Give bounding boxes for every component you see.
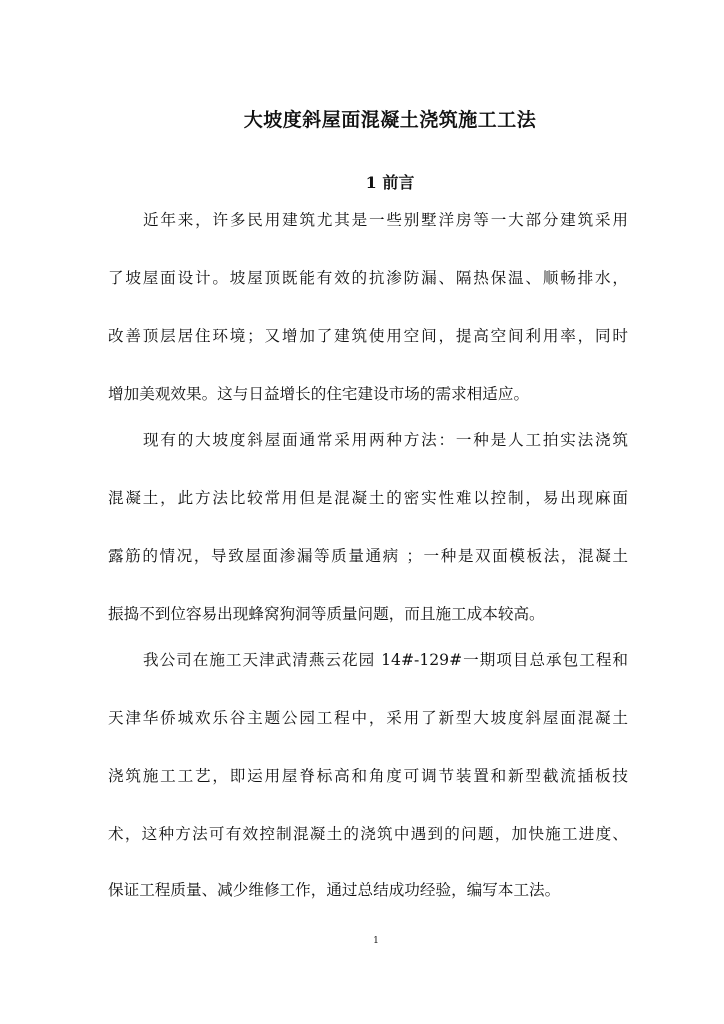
paragraph-line: 了坡屋面设计。坡屋顶既能有效的抗渗防漏、隔热保温、顺畅排水， <box>108 269 628 287</box>
paragraph-line: 近年来，许多民用建筑尤其是一些别墅洋房等一大部分建筑采用 <box>143 211 628 229</box>
paragraph-line: 我公司在施工天津武清燕云花园 14#-129#一期项目总承包工程和 <box>143 651 628 669</box>
paragraph-line: 振捣不到位容易出现蜂窝狗洞等质量问题，而且施工成本较高。 <box>108 605 545 623</box>
paragraph-line: 术，这种方法可有效控制混凝土的浇筑中遇到的问题，加快施工进度、 <box>108 825 628 843</box>
paragraph-line: 现有的大坡度斜屋面通常采用两种方法：一种是人工拍实法浇筑 <box>143 431 628 449</box>
paragraph-line: 增加美观效果。这与日益增长的住宅建设市场的需求相适应。 <box>108 385 530 403</box>
document-title: 大坡度斜屋面混凝土浇筑施工工法 <box>243 109 537 131</box>
paragraph-line: 保证工程质量、减少维修工作，通过总结成功经验，编写本工法。 <box>108 881 561 899</box>
paragraph-line: 天津华侨城欢乐谷主题公园工程中，采用了新型大坡度斜屋面混凝土 <box>108 709 628 727</box>
paragraph-line: 浇筑施工工艺，即运用屋脊标高和角度可调节装置和新型截流插板技 <box>108 767 628 785</box>
paragraph-line: 混凝土，此方法比较常用但是混凝土的密实性难以控制，易出现麻面 <box>108 489 628 507</box>
paragraph-line: 改善顶层居住环境；又增加了建筑使用空间，提高空间利用率，同时 <box>108 327 628 345</box>
paragraph-line: 露筋的情况，导致屋面渗漏等质量通病 ；一种是双面模板法，混凝土 <box>108 547 628 565</box>
section-heading: 1 前言 <box>365 173 415 192</box>
page-number: 1 <box>373 936 379 946</box>
